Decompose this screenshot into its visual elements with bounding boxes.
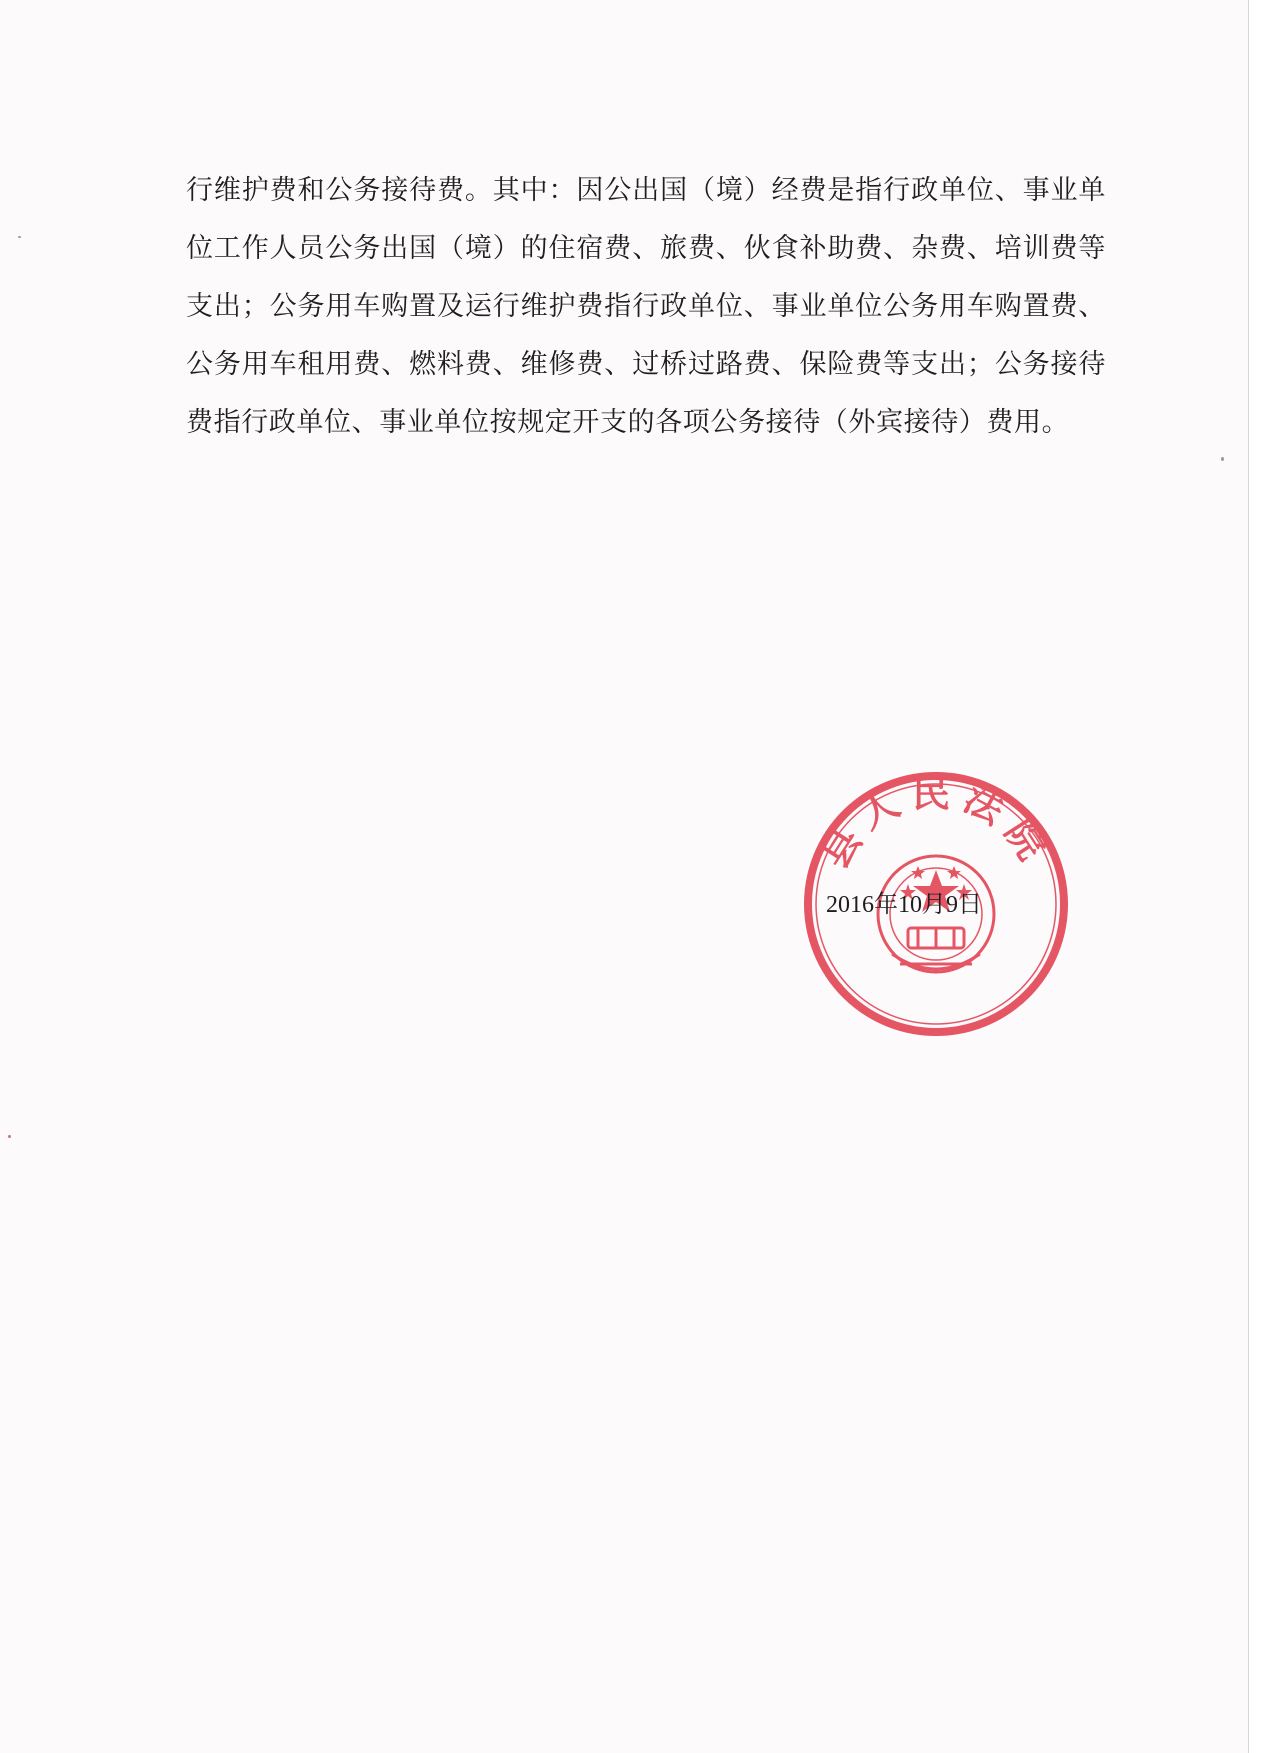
scan-speck bbox=[8, 1135, 11, 1138]
body-paragraph: 行维护费和公务接待费。其中：因公出国（境）经费是指行政单位、事业单位工作人员公务出国（境）的住宿费、旅费、伙食补助费、杂费、培训费等支出；公务用车购置及运行维护费指行政单位、事业单位公务用车购置费、公务用车租用费、燃料费、维修费、过桥过路费、保险费等支出；公务接待费指行政单位、事业单位按规定开支的各项公务接待（外宾接待）费用。 bbox=[186, 175, 1106, 438]
scan-margin bbox=[1249, 0, 1275, 1753]
seal-text: 县人民法院 bbox=[811, 770, 1061, 876]
scan-speck bbox=[1221, 457, 1224, 461]
svg-text:县人民法院 bbox=[812, 771, 1060, 876]
document-date: 2016年10月9日 bbox=[826, 892, 982, 918]
scan-speck bbox=[18, 236, 21, 238]
